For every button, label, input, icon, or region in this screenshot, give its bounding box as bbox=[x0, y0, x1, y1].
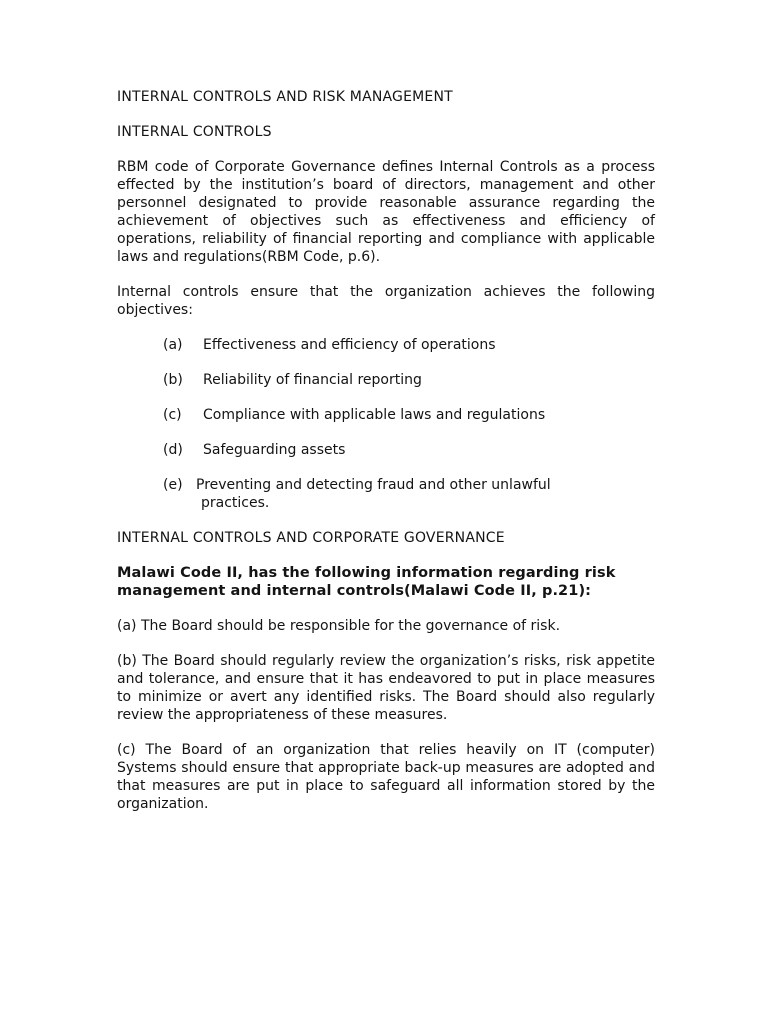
paragraph-point-a: (a) The Board should be responsible for the governance of risk. bbox=[117, 618, 561, 634]
list-text-continuation: practices. bbox=[201, 495, 270, 511]
list-marker: (e) bbox=[163, 477, 183, 493]
list-item bbox=[117, 336, 655, 354]
list-item bbox=[117, 371, 655, 389]
list-item bbox=[117, 476, 655, 512]
list-text: Reliability of financial reporting bbox=[203, 372, 422, 388]
paragraph-malawi-code-intro: Malawi Code II, has the following information regarding risk management and internal controls(Malawi Code II, p.21): bbox=[117, 565, 616, 599]
paragraph-objectives-intro: Internal controls ensure that the organization achieves the following objectives: bbox=[117, 284, 655, 318]
list-marker: (c) bbox=[163, 407, 182, 423]
section-heading-corporate-governance: INTERNAL CONTROLS AND CORPORATE GOVERNANCE bbox=[117, 530, 505, 546]
document-page bbox=[117, 88, 655, 830]
paragraph-definition: RBM code of Corporate Governance defines Internal Controls as a process effected by the institution’s board of directors, management and other personnel designated to provide reasonable assurance regarding the achievement of objectives such as effectiveness and efficiency of operations, reliability of financial reporting and compliance with applicable laws and regulations(RBM Code, p.6). bbox=[117, 159, 655, 265]
paragraph-point-c: (c) The Board of an organization that relies heavily on IT (computer) Systems should ensure that appropriate back-up measures are adopted and that measures are put in place to safeguard all information stored by the organization. bbox=[117, 742, 655, 812]
list-text: Preventing and detecting fraud and other unlawful bbox=[196, 477, 551, 493]
list-text: Effectiveness and efficiency of operations bbox=[203, 337, 496, 353]
list-marker: (a) bbox=[163, 337, 183, 353]
list-item bbox=[117, 406, 655, 424]
list-marker: (b) bbox=[163, 372, 183, 388]
list-text: Compliance with applicable laws and regulations bbox=[203, 407, 546, 423]
list-marker: (d) bbox=[163, 442, 183, 458]
main-heading: INTERNAL CONTROLS AND RISK MANAGEMENT bbox=[117, 89, 453, 105]
list-item bbox=[117, 441, 655, 459]
section-heading-internal-controls: INTERNAL CONTROLS bbox=[117, 124, 272, 140]
list-text: Safeguarding assets bbox=[203, 442, 346, 458]
paragraph-point-b: (b) The Board should regularly review the organization’s risks, risk appetite and tolerance, and ensure that it has endeavored to put in place measures to minimize or avert any identified risks. The Board should also regularly review the appropriateness of these measures. bbox=[117, 653, 655, 723]
